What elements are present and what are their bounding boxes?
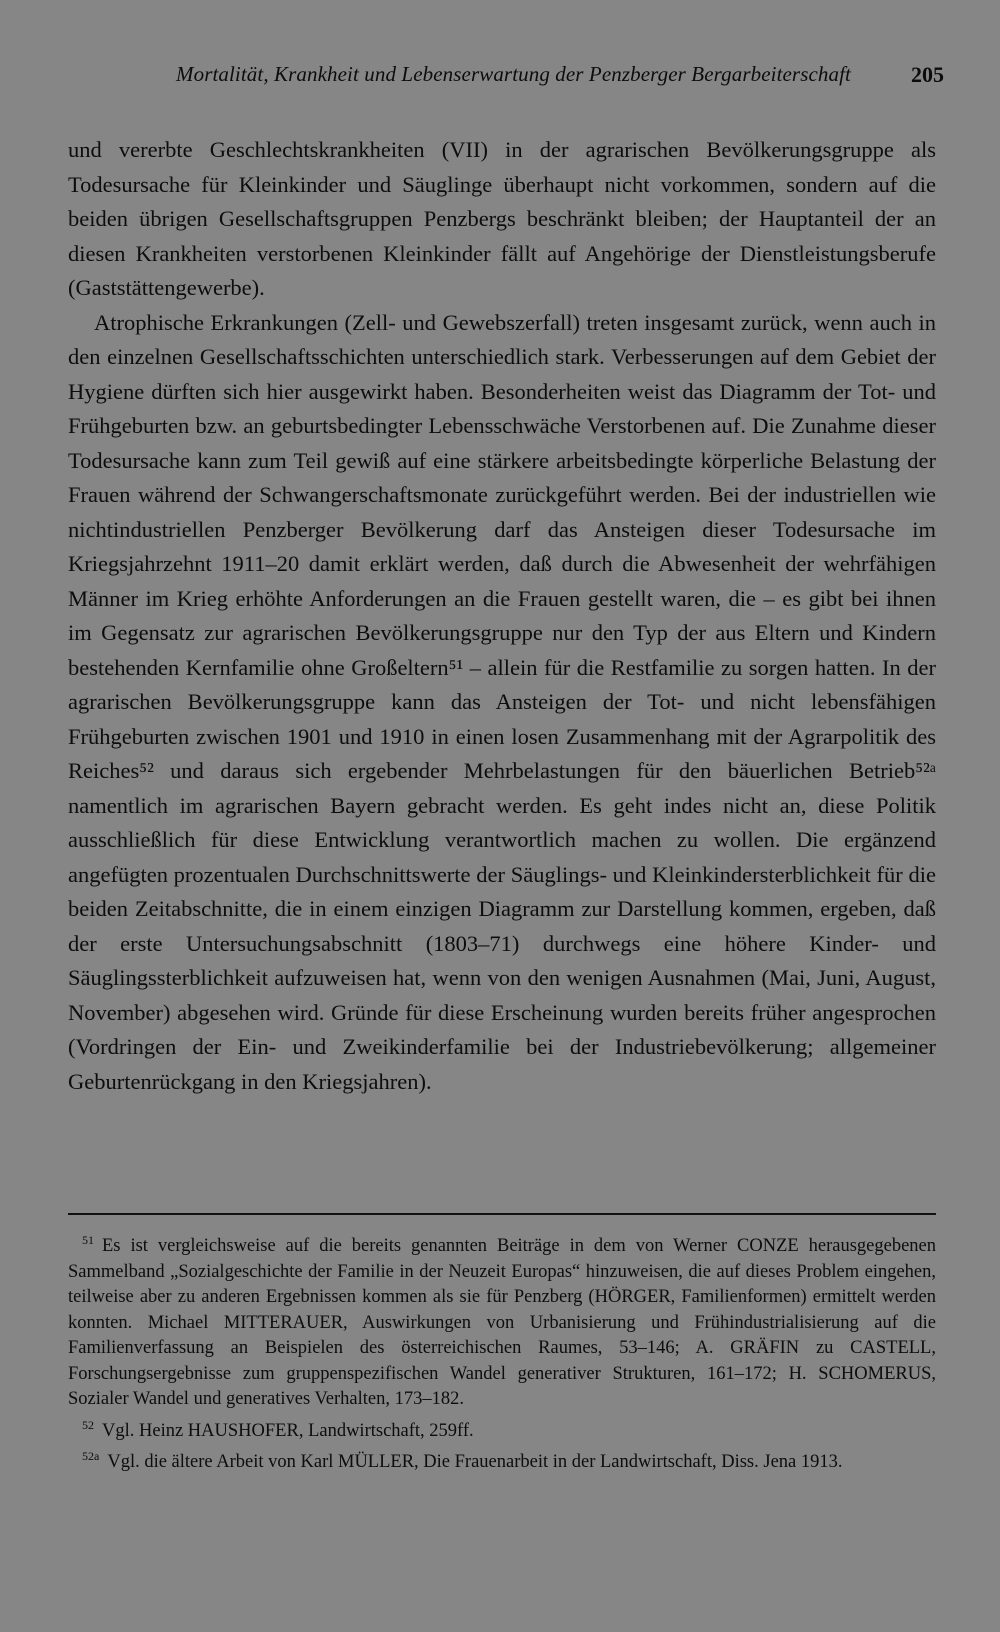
footnote-text: Es ist vergleichsweise auf die bereits genannten Beiträge in dem von Werner CONZE herausgegebenen Sammelband „Sozialgeschichte der Familie in der Neuzeit Europas“ hinzuweisen, die auf dieses Problem eingehen, teilweise aber zu anderen Ergebnissen kommen als sie für Penzberg (HÖRGER, Familienformen) ermittelt werden konnten. Michael MITTERAUER, Auswirkungen von Urbanisierung und Frühindustrialisierung auf die Familienverfassung an Beispielen des österreichischen Raumes, 53–146; A. GRÄFIN zu CASTELL, Forschungsergebnisse zum gruppenspezifischen Wandel generativer Strukturen, 161–172; H. SCHOMERUS, Sozialer Wandel und generatives Verhalten, 173–182.: [68, 1236, 936, 1409]
page-header: [68, 62, 944, 92]
footnote-text: Vgl. die ältere Arbeit von Karl MÜLLER, Die Frauenarbeit in der Landwirtschaft, Diss. Jena 1913.: [107, 1452, 843, 1472]
running-title: Mortalität, Krankheit und Lebenserwartung der Penzberger Bergarbeiterschaft: [176, 62, 851, 86]
footnote: [68, 1228, 936, 1413]
footnote-number: 52: [82, 1417, 94, 1432]
footnote-separator: [68, 1213, 936, 1215]
paragraph: und vererbte Geschlechtskrankheiten (VII) in der agrarischen Bevölkerungsgruppe als Todesursache für Kleinkinder und Säuglinge überhaupt nicht vorkommen, sondern auf die beiden übrigen Gesellschaftsgruppen Penzbergs beschränkt bleiben; der Hauptanteil der an diesen Krankheiten verstorbenen Kleinkinder fällt auf Angehörige der Dienstleistungsberufe (Gaststättengewerbe).: [68, 137, 936, 300]
paragraph: Atrophische Erkrankungen (Zell- und Gewebszerfall) treten insgesamt zurück, wenn auch in den einzelnen Gesellschaftsschichten unterschiedlich stark. Verbesserungen auf dem Gebiet der Hygiene dürften sich hier ausgewirkt haben. Besonderheiten weist das Diagramm der Tot- und Frühgeburten bzw. an geburtsbedingter Lebensschwäche Verstorbenen auf. Die Zunahme dieser Todesursache kann zum Teil gewiß auf eine stärkere arbeitsbedingte körperliche Belastung der Frauen während der Schwangerschaftsmonate zurückgeführt werden. Bei der industriellen wie nichtindustriellen Penzberger Bevölkerung darf das Ansteigen dieser Todesursache im Kriegsjahrzehnt 1911–20 damit erklärt werden, daß durch die Abwesenheit der wehrfähigen Männer im Krieg erhöhte Anforderungen an die Frauen gestellt waren, die – es gibt bei ihnen im Gegensatz zur agrarischen Bevölkerungsgruppe nur den Typ der aus Eltern und Kindern bestehenden Kernfamilie ohne Großeltern⁵¹ – allein für die Restfamilie zu sorgen hatten. In der agrarischen Bevölkerungsgruppe kann das Ansteigen der Tot- und nicht lebensfähigen Frühgeburten zwischen 1901 und 1910 in einen losen Zusammenhang mit der Agrarpolitik des Reiches⁵² und daraus sich ergebender Mehrbelastungen für den bäuerlichen Betrieb⁵²ᵃ namentlich im agrarischen Bayern gebracht werden. Es geht indes nicht an, diese Politik ausschließlich für diese Entwicklung verantwortlich machen zu wollen. Die ergänzend angefügten prozentualen Durchschnittswerte der Säuglings- und Kleinkindersterblichkeit für die beiden Zeitabschnitte, die in einem einzigen Diagramm zur Darstellung kommen, ergeben, daß der erste Untersuchungsabschnitt (1803–71) durchwegs eine höhere Kinder- und Säuglingssterblichkeit aufzuweisen hat, wenn von den wenigen Ausnahmen (Mai, Juni, August, November) abgesehen wird. Gründe für diese Erscheinung wurden bereits früher angesprochen (Vordringen der Ein- und Zweikinderfamilie bei der Industriebevölkerung; allgemeiner Geburtenrückgang in den Kriegsjahren).: [68, 309, 936, 1094]
footnote-number: 51: [82, 1233, 94, 1247]
footnote: [68, 1413, 936, 1445]
footnote-text: Vgl. Heinz HAUSHOFER, Landwirtschaft, 259ff.: [102, 1420, 474, 1441]
footnote-number: 52a: [82, 1449, 100, 1463]
page-number: 205: [911, 62, 944, 87]
footnote: [68, 1444, 936, 1476]
main-text: [68, 133, 936, 1099]
footnotes: [68, 1228, 936, 1476]
